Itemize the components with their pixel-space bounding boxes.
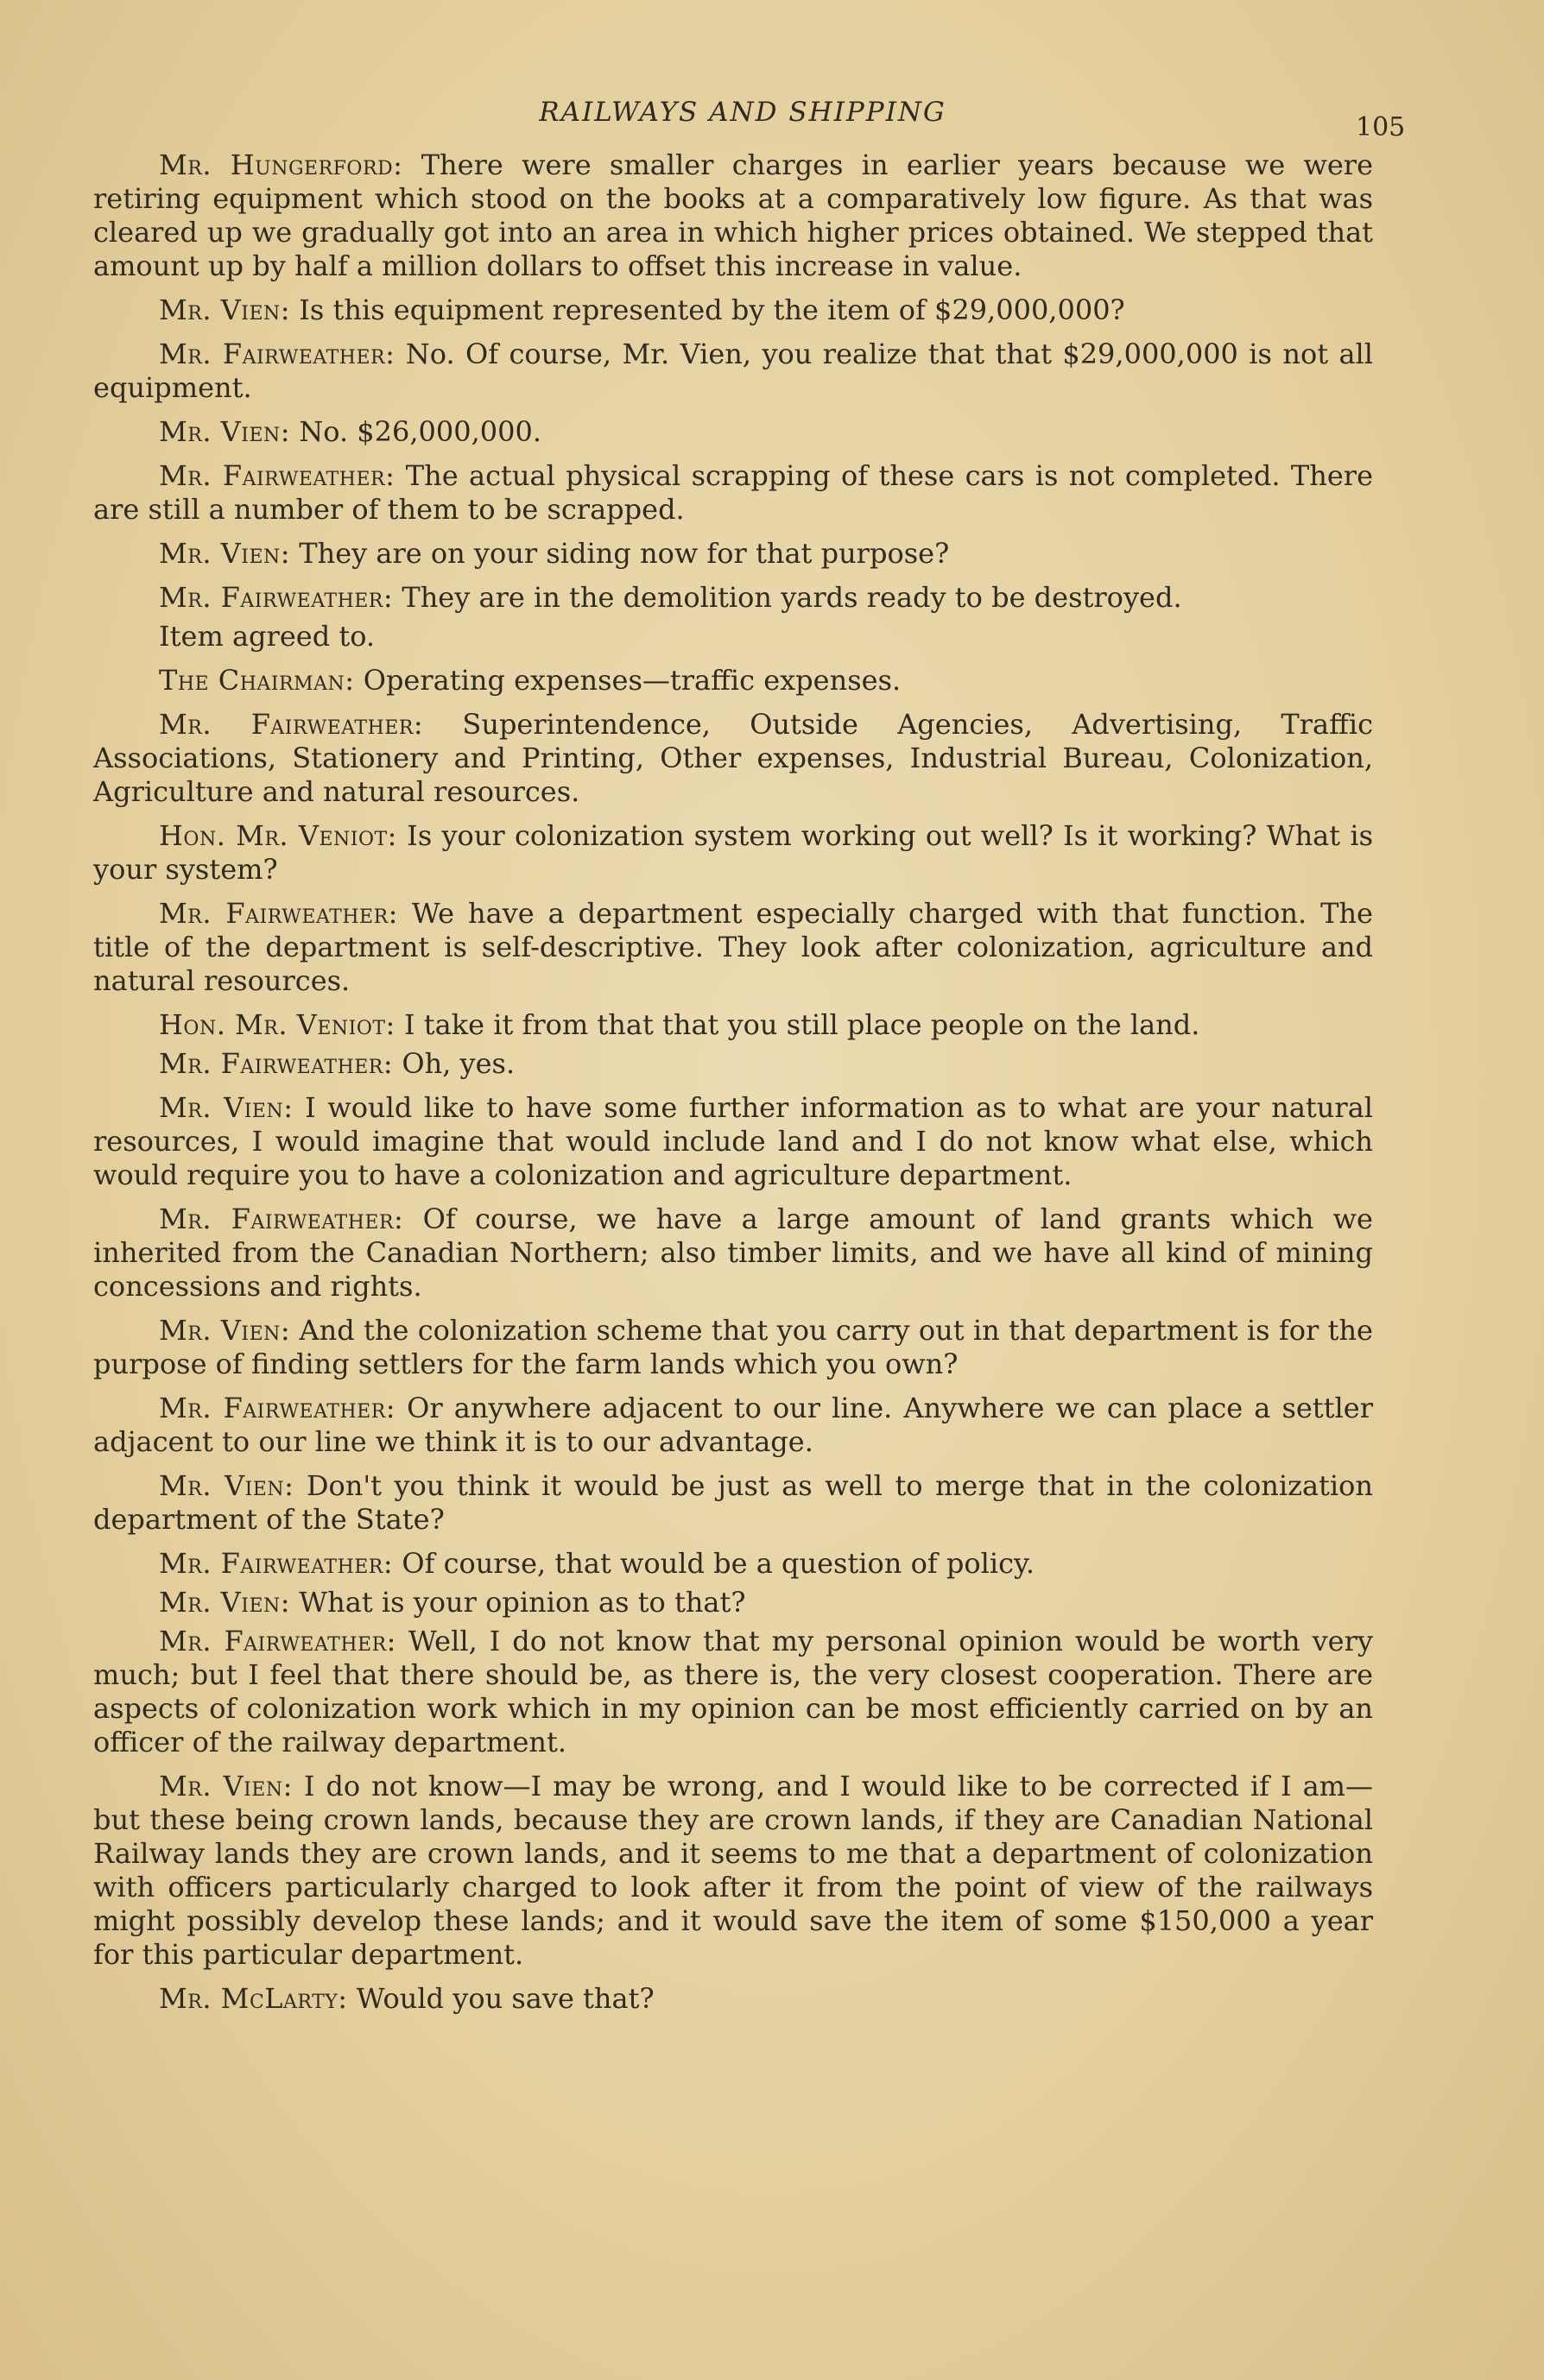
speaker-name: Mr. Fairweather:	[159, 708, 424, 741]
speaker-name: Mr. McLarty:	[159, 1982, 348, 2015]
speaker-name: The Chairman:	[159, 664, 355, 697]
speaker-name: Mr. Fairweather:	[159, 338, 395, 370]
speaker-name: Hon. Mr. Veniot:	[159, 819, 397, 852]
speaker-name: Mr. Fairweather:	[159, 1047, 394, 1080]
paragraph	[93, 415, 1373, 449]
paragraph	[93, 1982, 1373, 2016]
paragraph-text: I would like to have some further information as to what are your natural resources, I would imagine that would include land and I do not know what else, which would require you to have a colonization and agriculture department.	[93, 1091, 1374, 1191]
paragraph	[93, 819, 1373, 887]
speaker-name: Mr. Fairweather:	[159, 1203, 404, 1235]
paragraph	[93, 1203, 1373, 1304]
paragraph-text: I take it from that that you still place people on the land.	[395, 1008, 1200, 1041]
speaker-name: Mr. Vien:	[159, 1770, 293, 1802]
paragraph	[93, 1586, 1373, 1619]
paragraph	[93, 1547, 1373, 1581]
paragraph	[93, 897, 1373, 998]
paragraph	[93, 1091, 1373, 1192]
paragraph	[93, 708, 1373, 809]
paragraph-text: Oh, yes.	[393, 1047, 516, 1080]
paragraph	[93, 537, 1373, 571]
speaker-name: Mr. Vien:	[159, 1314, 291, 1347]
paragraph	[93, 148, 1373, 283]
speaker-name: Mr. Vien:	[159, 1469, 294, 1502]
paragraph-text: Well, I do not know that my personal opinion would be worth very much; but I feel that there should be, as there is, the very closest cooperation. There are aspects of colonization work which in my opinion can be most efficiently carried on by an officer of the railway department.	[93, 1625, 1373, 1758]
paragraph-text: Is this equipment represented by the item of $29,000,000?	[290, 294, 1125, 326]
speaker-name: Mr. Vien:	[159, 1586, 291, 1619]
running-title: RAILWAYS AND SHIPPING	[539, 97, 946, 128]
paragraph	[93, 1625, 1373, 1759]
speaker-name: Mr. Fairweather:	[159, 1625, 396, 1657]
paragraph	[93, 1008, 1373, 1042]
speaker-name: Mr. Fairweather:	[159, 897, 398, 930]
speaker-name: Mr. Vien:	[159, 294, 291, 326]
paragraph	[93, 338, 1373, 405]
speaker-name: Hon. Mr. Veniot:	[159, 1008, 395, 1041]
speaker-name: Mr. Vien:	[159, 415, 291, 448]
paragraph-text: Of course, we have a large amount of land grants which we inherited from the Canadian Northern; also timber limits, and we have all kind of mining concessions and rights.	[93, 1203, 1373, 1303]
paragraph	[93, 664, 1373, 698]
paragraph	[93, 581, 1373, 615]
paragraph	[93, 1314, 1373, 1381]
paragraph-text: They are on your siding now for that purpose?	[290, 537, 950, 570]
paragraph-text: What is your opinion as to that?	[290, 1586, 746, 1619]
paragraph-text: Item agreed to.	[159, 620, 376, 653]
paragraph	[93, 1392, 1373, 1459]
paragraph-text: We have a department especially charged with that function. The title of the department is self-descriptive. They look after colonization, agriculture and natural resources.	[93, 897, 1373, 997]
speaker-name: Mr. Hungerford:	[159, 148, 403, 181]
speaker-name: Mr. Fairweather:	[159, 581, 394, 614]
paragraph-text: The actual physical scrapping of these cars is not completed. There are still a number of them to be scrapped.	[93, 459, 1373, 526]
transcript-body	[93, 148, 1373, 2026]
paragraph-text: And the colonization scheme that you carry out in that department is for the purpose of finding settlers for the farm lands which you own?	[93, 1314, 1373, 1380]
paragraph-text: Don't you think it would be just as well to merge that in the colonization department of the State?	[93, 1469, 1373, 1536]
paragraph-text: Operating expenses—traffic expenses.	[354, 664, 902, 697]
paragraph-text: Of course, that would be a question of policy.	[393, 1547, 1035, 1580]
speaker-name: Mr. Fairweather:	[159, 459, 395, 492]
paragraph-text: No. Of course, Mr. Vien, you realize that that $29,000,000 is not all equipment.	[93, 338, 1373, 404]
speaker-name: Mr. Fairweather:	[159, 1392, 396, 1424]
paragraph-text: Superintendence, Outside Agencies, Advertising, Traffic Associations, Stationery and Printing, Other expenses, Industrial Bureau, Colonization, Agriculture and natural resources.	[93, 708, 1373, 808]
paragraph-text: Is your colonization system working out well? Is it working? What is your system?	[93, 819, 1373, 886]
speaker-name: Mr. Vien:	[159, 537, 291, 570]
speaker-name: Mr. Fairweather:	[159, 1547, 394, 1580]
paragraph	[93, 1770, 1373, 1972]
paragraph-text: There were smaller charges in earlier years because we were retiring equipment which stood on the books at a comparatively low figure. As that was cleared up we gradually got into an area in which higher prices obtained. We stepped that amount up by half a million dollars to offset this increase in value.	[93, 148, 1374, 282]
paragraph-text: No. $26,000,000.	[290, 415, 542, 448]
paragraph	[93, 459, 1373, 527]
paragraph-text: They are in the demolition yards ready to be destroyed.	[393, 581, 1182, 614]
paragraph-text: I do not know—I may be wrong, and I would like to be corrected if I am—but these being crown lands, because they are crown lands, if they are Canadian National Railway lands they are crown lands, and it seems to me that a department of colonization with officers particularly charged to look after it from the point of view of the railways might possibly develop these lands; and it would save the item of some $150,000 a year for this particular department.	[93, 1770, 1373, 1971]
paragraph	[93, 1469, 1373, 1537]
page-number: 105	[1356, 112, 1406, 142]
paragraph	[93, 1047, 1373, 1081]
paragraph-text: Would you save that?	[347, 1982, 655, 2015]
paragraph	[93, 294, 1373, 327]
speaker-name: Mr. Vien:	[159, 1091, 294, 1124]
paragraph	[93, 620, 1373, 653]
paragraph-text: Or anywhere adjacent to our line. Anywhere we can place a settler adjacent to our line we think it is to our advantage.	[93, 1392, 1373, 1458]
